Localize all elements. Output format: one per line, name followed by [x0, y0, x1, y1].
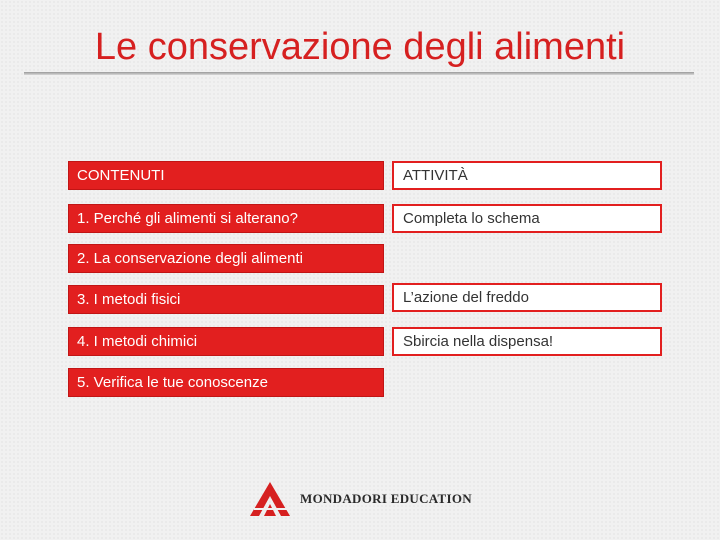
- title-divider: [24, 72, 694, 75]
- activity-item-2[interactable]: L’azione del freddo: [392, 283, 662, 312]
- content-item-1[interactable]: 1. Perché gli alimenti si alterano?: [68, 204, 384, 233]
- activity-item-3[interactable]: Sbircia nella dispensa!: [392, 327, 662, 356]
- content-item-4[interactable]: 4. I metodi chimici: [68, 327, 384, 356]
- content-item-2[interactable]: 2. La conservazione degli alimenti: [68, 244, 384, 273]
- page-title: Le conservazione degli alimenti: [94, 26, 626, 68]
- contents-header: CONTENUTI: [68, 161, 384, 190]
- mondadori-a-logo-icon: [250, 482, 294, 516]
- activities-header: ATTIVITÀ: [392, 161, 662, 190]
- publisher-logo: [250, 482, 472, 516]
- content-item-5[interactable]: 5. Verifica le tue conoscenze: [68, 368, 384, 397]
- content-item-3[interactable]: 3. I metodi fisici: [68, 285, 384, 314]
- publisher-name: MONDADORI EDUCATION: [300, 491, 472, 506]
- activity-item-1[interactable]: Completa lo schema: [392, 204, 662, 233]
